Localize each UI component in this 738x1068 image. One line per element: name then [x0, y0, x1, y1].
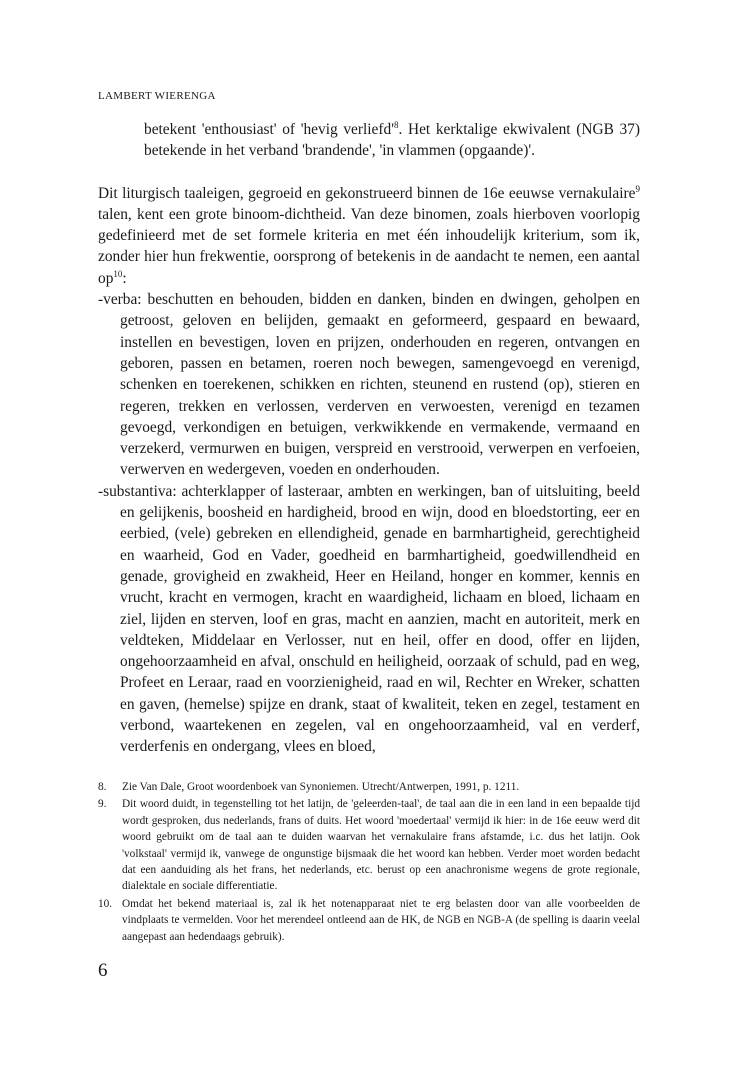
main-paragraph: [98, 183, 640, 289]
footnote-number: 9.: [98, 798, 107, 811]
quote-continuation: [98, 119, 640, 162]
paragraph-text-2: talen, kent een grote binoom-dichtheid. Van deze binomen, zoals hierboven voorlopig gedefinieerd met de set formele kriteria en met één inhoudelijk kriterium, som ik, zonder hier hun frekwentie, oorsprong of betekenis in de aandacht te nemen, een aantal op: [98, 205, 640, 287]
footnote-text: Dit woord duidt, in tegenstelling tot het latijn, de 'geleerden-taal', de taal aan die in een land in een bepaalde tijd wordt gesproken, dus nederlands, frans of duits. Het woord 'moedertaal' vermijd ik hier: in de 16e eeuw werd dit woord gebruikt om de taal aan te duiden waarvan het vernakulaire frans afstamde, i.c. dus het latijn. Ook 'volkstaal' vermijd ik, vanwege de ongunstige bijsmaak die het woord kan hebben. Verder moet worden bedacht dat een aanduiding als het frans, het nederlands, etc. berust op een anachronisme wegens de grote regionale, dialektale en sociale differentiatie.: [122, 798, 640, 893]
footnote-10: [98, 896, 640, 945]
footnotes: [98, 779, 640, 946]
footnote-8: [98, 779, 640, 795]
body-text: [98, 119, 640, 758]
verba-list: -verba: beschutten en behouden, bidden en danken, binden en dwingen, geholpen en getroost, geloven en belijden, gemaakt en geformeerd, gespaard en bewaard, instellen en bevestigen, loven en prijzen, onderhouden en regeren, ontvangen en geboren, passen en betamen, roeren noch bewegen, samengevoegd en verenigd, schenken en toerekenen, schikken en richten, steunend en rustend (op), stieren en regeren, trekken en verlossen, verderven en verwoesten, verenigd en tezamen gevoegd, verkondigen en betuigen, verkwikkende en vermakende, vermaand en verzekerd, vermurwen en buigen, verspreid en verstrooid, verwerpen en verfoeien, verwerven en wedergeven, voeden en onderhouden.: [98, 291, 640, 479]
footnote-ref-8[interactable]: 8: [393, 119, 399, 130]
substantiva-list: -substantiva: achterklapper of lasteraar, ambten en werkingen, ban of uitsluiting, beeld en gelijkenis, boosheid en hardigheid, brood en wijn, dood en bloedstorting, eer en eerbied, (vele) gebreken en ellendigheid, genade en barmhartigheid, gerechtigheid en waarheid, God en Vader, goedheid en barmhartigheid, goedwillendheid en genade, grovigheid en zwakheid, Heer en Heiland, honger en kommer, kennis en vrucht, kracht en vermogen, kracht en waardigheid, lichaam en bloed, lichaam en ziel, lijden en sterven, loof en gras, macht en aanzien, macht en autoriteit, merk en veldteken, Middelaar en Verlosser, nut en heil, offer en dood, offer en lijden, ongehoorzaamheid en afval, onschuld en heiligheid, oorzaak of schuld, pad en weg, Profeet en Leraar, raad en voorzienigheid, raad en wil, Rechter en Wreker, schatten en gaven, (hemelse) spijze en drank, staat of kwaliteit, teken en zegel, testament en verbond, waartekenen en zegelen, val en ongehoorzaamheid, val en verderf, verderfenis en ondergang, vlees en bloed,: [98, 482, 640, 756]
quote-text-2: . Het kerktalige ekwivalent (NGB 37) betekende in het verband 'brandende', 'in vlammen (opgaande)'.: [144, 121, 641, 160]
quote-text: betekent 'enthousiast' of 'hevig verliefd': [144, 121, 394, 138]
paragraph-text-3: :: [122, 269, 127, 287]
footnote-text: Omdat het bekend materiaal is, zal ik het notenapparaat niet te erg belasten door van alle voorbeelden de vindplaats te vermelden. Voor het merendeel ontleend aan de HK, de NGB en NGB-A (de spelling is daarin veelal aangepast aan hedendaags gebruik).: [122, 897, 640, 943]
footnote-ref-10[interactable]: 10: [113, 268, 123, 279]
page-number: 6: [98, 960, 108, 981]
footnote-9: [98, 796, 640, 894]
footnote-ref-9[interactable]: 9: [635, 183, 640, 194]
paragraph-text-1: Dit liturgisch taaleigen, gegroeid en gekonstrueerd binnen de 16e eeuwse vernakulaire: [98, 184, 636, 202]
footnote-number: 8.: [98, 781, 107, 793]
running-head: LAMBERT WIERENGA: [98, 90, 216, 102]
footnote-text: Zie Van Dale, Groot woordenboek van Synoniemen. Utrecht/Antwerpen, 1991, p. 1211.: [122, 781, 520, 793]
footnote-number: 10.: [98, 897, 113, 910]
